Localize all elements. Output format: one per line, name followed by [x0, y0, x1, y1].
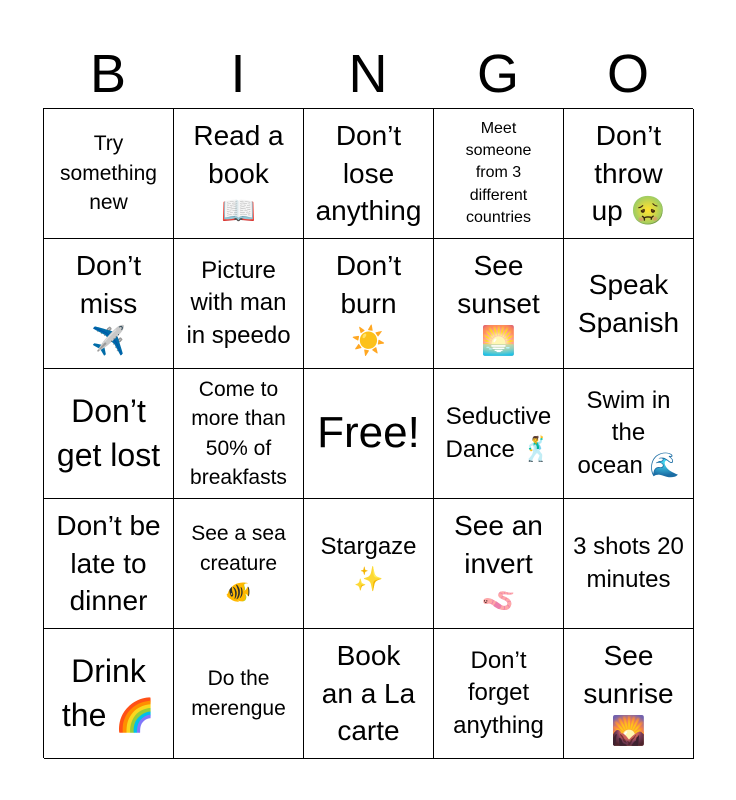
- bingo-cell-dont-throw-up[interactable]: Don’t throw up 🤢: [564, 109, 694, 239]
- bingo-cell-do-the-merengue[interactable]: Do the merengue: [174, 629, 304, 759]
- bingo-cell-swim-ocean[interactable]: Swim in the ocean 🌊: [564, 369, 694, 499]
- bingo-cell-see-an-invert[interactable]: See an invert 🪱: [434, 499, 564, 629]
- bingo-cell-dont-forget[interactable]: Don’t forget anything: [434, 629, 564, 759]
- bingo-cell-seductive-dance[interactable]: Seductive Dance 🕺: [434, 369, 564, 499]
- bingo-cell-try-something-new[interactable]: Try something new: [44, 109, 174, 239]
- bingo-cell-read-a-book[interactable]: Read a book 📖: [174, 109, 304, 239]
- bingo-cell-book-a-la-carte[interactable]: Book an a La carte: [304, 629, 434, 759]
- header-letter-n: N: [348, 44, 388, 104]
- header-letter-i: I: [230, 44, 246, 104]
- bingo-cell-dont-be-late[interactable]: Don’t be late to dinner: [44, 499, 174, 629]
- bingo-header: [43, 40, 693, 108]
- bingo-cell-stargaze[interactable]: Stargaze ✨: [304, 499, 434, 629]
- bingo-cell-picture-speedo[interactable]: Picture with man in speedo: [174, 239, 304, 369]
- bingo-cell-breakfasts[interactable]: Come to more than 50% of breakfasts: [174, 369, 304, 499]
- bingo-cell-speak-spanish[interactable]: Speak Spanish: [564, 239, 694, 369]
- bingo-cell-sea-creature[interactable]: See a sea creature 🐠: [174, 499, 304, 629]
- header-letter-o: O: [606, 44, 649, 104]
- bingo-cell-dont-lose-anything[interactable]: Don’t lose anything: [304, 109, 434, 239]
- bingo-cell-dont-burn[interactable]: Don’t burn ☀️: [304, 239, 434, 369]
- bingo-cell-drink-the-rainbow[interactable]: Drink the 🌈: [44, 629, 174, 759]
- bingo-cell-3-shots[interactable]: 3 shots 20 minutes: [564, 499, 694, 629]
- bingo-cell-dont-miss[interactable]: Don’t miss ✈️: [44, 239, 174, 369]
- header-letter-g: G: [476, 44, 519, 104]
- bingo-board: [43, 108, 693, 758]
- bingo-cell-dont-get-lost[interactable]: Don’t get lost: [44, 369, 174, 499]
- header-letter-b: B: [89, 44, 127, 104]
- bingo-cell-see-sunset[interactable]: See sunset 🌅: [434, 239, 564, 369]
- bingo-cell-meet-someone[interactable]: Meet someone from 3 different countries: [434, 109, 564, 239]
- bingo-cell-free[interactable]: Free!: [304, 369, 434, 499]
- bingo-cell-see-sunrise[interactable]: See sunrise 🌄: [564, 629, 694, 759]
